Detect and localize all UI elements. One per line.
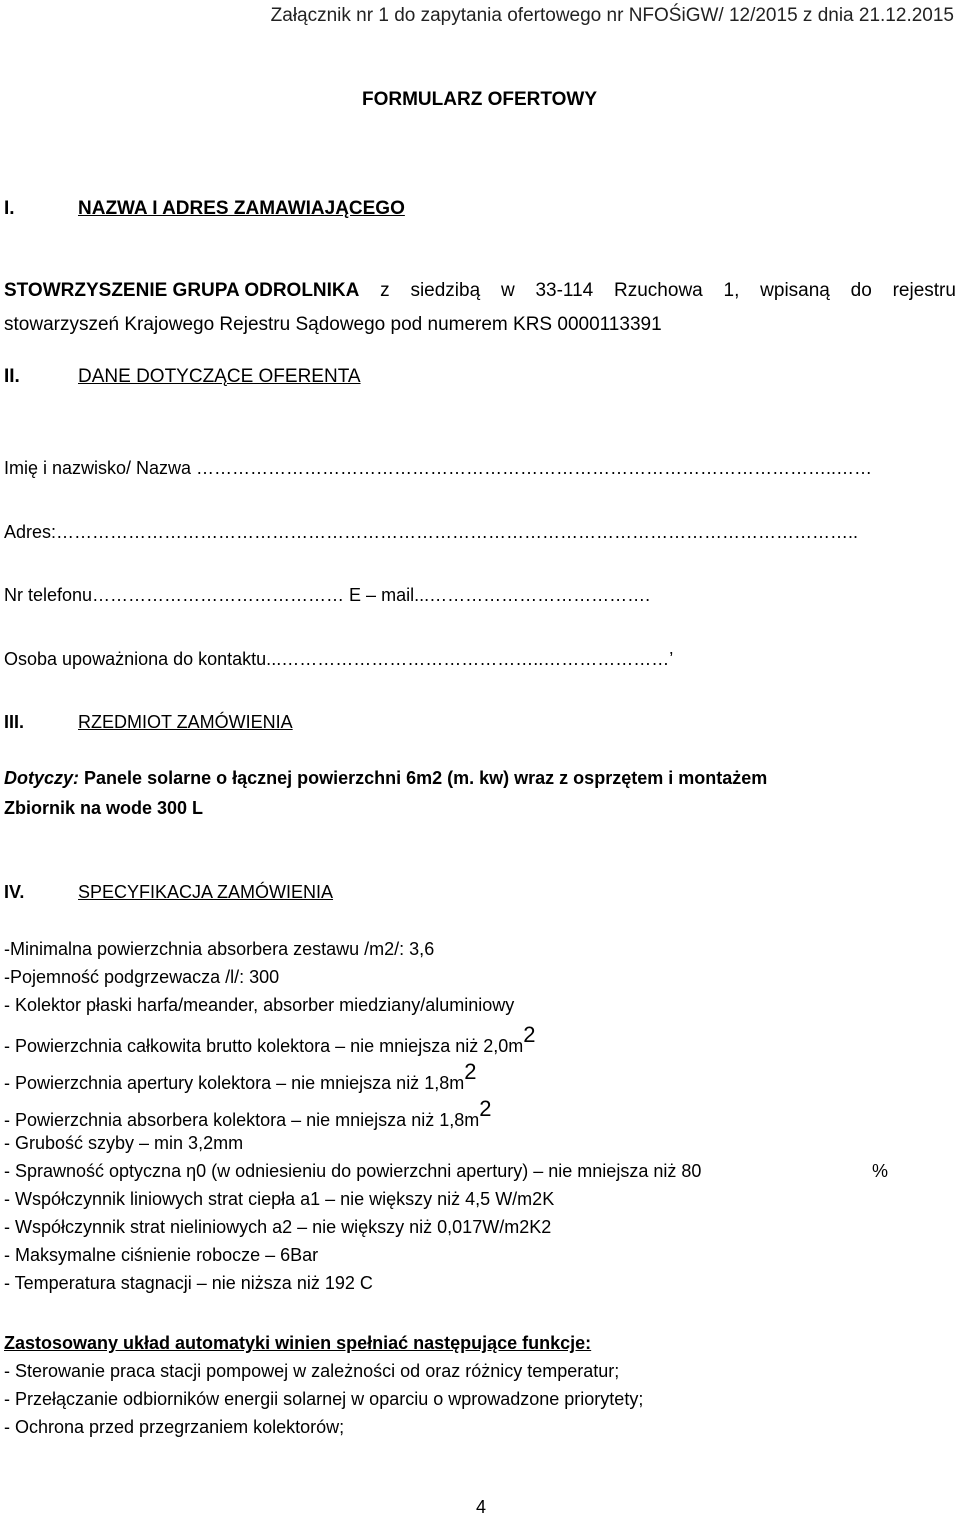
section-3-heading: RZEDMIOT ZAMÓWIENIA [78, 712, 293, 732]
orderer-name: STOWRZYSZENIE GRUPA ODROLNIKA [4, 280, 360, 301]
section-1-heading: NAZWA I ADRES ZAMAWIAJĄCEGO [78, 198, 405, 219]
name-field: Imię i nazwisko/ Nazwa ……………………………………………………………………………………………..…… [4, 458, 873, 478]
superscript: 2 [479, 1096, 492, 1121]
orderer-word: rejestru [892, 280, 956, 301]
spec-linear-loss: - Współczynnik liniowych strat ciepła a1 – nie większy niż 4,5 W/m2K [4, 1189, 555, 1209]
subject-line-2: Zbiornik na wode 300 L [4, 798, 204, 818]
orderer-word: 1, [723, 280, 740, 301]
spec-optical-efficiency: - Sprawność optyczna η0 (w odniesieniu do powierzchni apertury) – nie mniejsza niż 80 [4, 1161, 702, 1181]
spec-aperture-area-text: - Powierzchnia apertury kolektora – nie mniejsza niż 1,8m [4, 1073, 465, 1093]
spec-absorber-area [4, 1096, 492, 1131]
page-title: FORMULARZ OFERTOWY [362, 89, 598, 110]
spec-max-pressure: - Maksymalne ciśnienie robocze – 6Bar [4, 1245, 319, 1265]
section-4-number: IV. [4, 882, 25, 902]
spec-optical-efficiency-unit: % [872, 1161, 889, 1181]
subject-text-1: Panele solarne o łącznej powierzchni 6m2 (m. kw) wraz z osprzętem i montażem [84, 768, 768, 788]
section-1-number: I. [4, 198, 15, 219]
spec-collector-type: - Kolektor płaski harfa/meander, absorber miedziany/aluminiowy [4, 995, 515, 1015]
superscript: 2 [523, 1022, 536, 1047]
orderer-word: do [850, 280, 872, 301]
automation-heading: Zastosowany układ automatyki winien spełniać następujące funkcje: [4, 1333, 592, 1353]
section-2-number: II. [4, 366, 20, 387]
orderer-word: w [500, 280, 515, 301]
orderer-word: 33-114 [535, 280, 594, 301]
spec-absorber-area-text: - Powierzchnia absorbera kolektora – nie mniejsza niż 1,8m [4, 1110, 480, 1130]
automation-item-1: - Sterowanie praca stacji pompowej w zależności od oraz różnicy temperatur; [4, 1361, 620, 1381]
superscript: 2 [464, 1059, 477, 1084]
automation-item-3: - Ochrona przed przegrzaniem kolektorów; [4, 1417, 345, 1437]
address-field: Adres:…………………………………………………………………………………………………………………….. [4, 522, 859, 542]
phone-email-field: Nr telefonu…………………………………… E – mail...………………………………. [4, 585, 651, 605]
document-header: Załącznik nr 1 do zapytania ofertowego nr NFOŚiGW/ 12/2015 z dnia 21.12.2015 [270, 5, 954, 26]
subject-line-1 [4, 768, 767, 789]
spec-stagnation-temp: - Temperatura stagnacji – nie niższa niż 192 C [4, 1273, 373, 1293]
section-1-orderer-line-2: stowarzyszeń Krajowego Rejestru Sądowego pod numerem KRS 0000113391 [4, 314, 662, 335]
orderer-word: wpisaną [760, 280, 830, 301]
orderer-word: Rzuchowa [614, 280, 703, 301]
section-4-heading: SPECYFIKACJA ZAMÓWIENIA [78, 882, 334, 902]
concerns-label: Dotyczy: [4, 768, 80, 788]
page-number: 4 [476, 1497, 487, 1517]
orderer-word: z [380, 280, 390, 301]
spec-glass-thickness: - Grubość szyby – min 3,2mm [4, 1133, 244, 1153]
spec-aperture-area [4, 1059, 477, 1094]
spec-heater-capacity: -Pojemność podgrzewacza /l/: 300 [4, 967, 280, 987]
contact-person-field: Osoba upoważniona do kontaktu...……………………………………..…………………’ [4, 649, 674, 669]
spec-gross-area-text: - Powierzchnia całkowita brutto kolektora – nie mniejsza niż 2,0m [4, 1036, 524, 1056]
section-1-orderer-line-1 [4, 280, 956, 302]
spec-nonlinear-loss: - Współczynnik strat nieliniowych a2 – nie większy niż 0,017W/m2K2 [4, 1217, 552, 1237]
spec-gross-area [4, 1022, 536, 1057]
automation-item-2: - Przełączanie odbiorników energii solarnej w oparciu o wprowadzone priorytety; [4, 1389, 644, 1409]
spec-min-absorber-area: -Minimalna powierzchnia absorbera zestawu /m2/: 3,6 [4, 939, 435, 959]
orderer-word: siedzibą [410, 280, 481, 301]
section-3-number: III. [4, 712, 25, 732]
section-2-heading: DANE DOTYCZĄCE OFERENTA [78, 366, 361, 387]
